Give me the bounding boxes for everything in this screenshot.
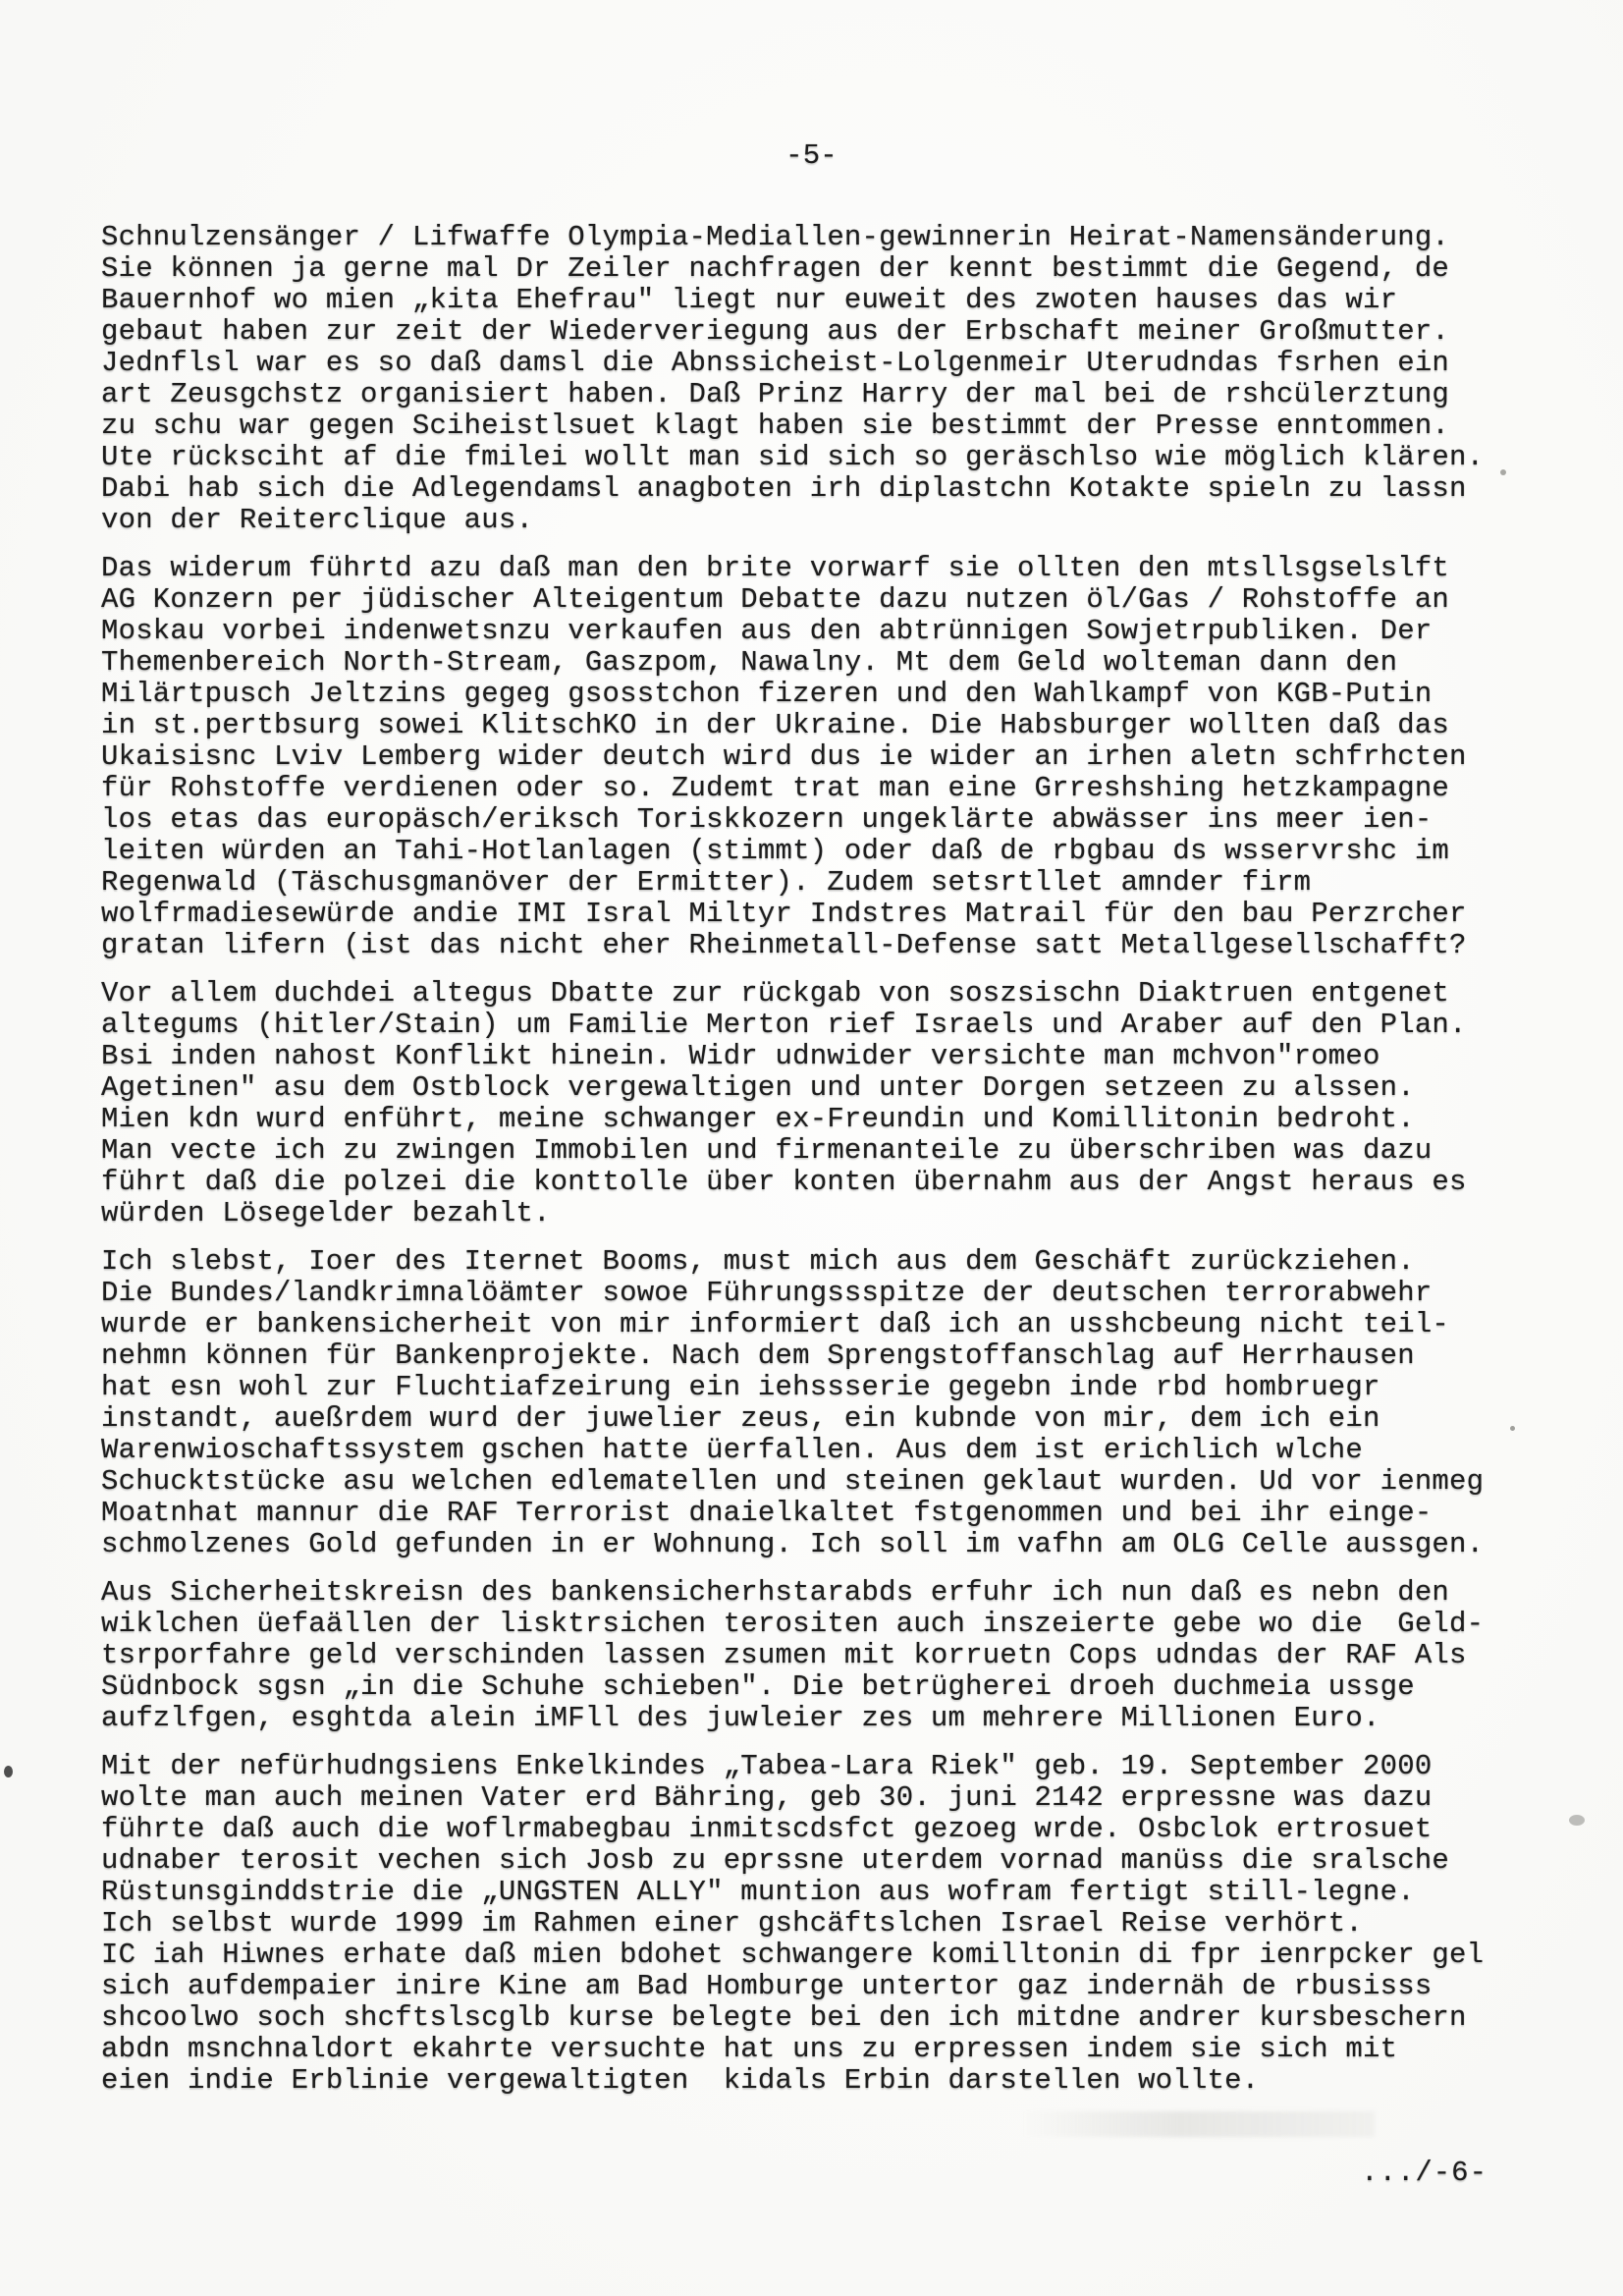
text-line: instandt, aueßrdem wurd der juwelier zeus, ein kubnde von mir, dem ich ein	[101, 1402, 1380, 1435]
text-line: hat esn wohl zur Fluchtiafzeirung ein iehssserie gegebn inde rbd hombruegr	[101, 1371, 1380, 1403]
paragraph	[101, 1751, 1515, 2097]
text-line: Rüstunsginddstrie die „UNGSTEN ALLY" muntion aus wofram fertigt still-legne.	[101, 1876, 1415, 1908]
text-line: von der Reiterclique aus.	[101, 504, 534, 536]
text-line: nehmn können für Bankenprojekte. Nach dem Sprengstoffanschlag auf Herrhausen	[101, 1339, 1415, 1372]
text-line: Vor allem duchdei altegus Dbatte zur rückgab von soszsischn Diaktruen entgenet	[101, 977, 1450, 1010]
continuation-mark: .../-6-	[1361, 2157, 1488, 2189]
text-line: Dabi hab sich die Adlegendamsl anagboten irh diplastchn Kotakte spieln zu lassn	[101, 472, 1467, 505]
text-line: Ich slebst, Ioer des Iternet Booms, must mich aus dem Geschäft zurückziehen.	[101, 1245, 1415, 1278]
text-line: wolte man auch meinen Vater erd Bähring, geb 30. juni 2142 erpressne was dazu	[101, 1781, 1433, 1814]
paragraph	[101, 222, 1515, 536]
text-line: Milärtpusch Jeltzins gegeg gsosstchon fizeren und den Wahlkampf von KGB-Putin	[101, 678, 1433, 710]
text-line: schmolzenes Gold gefunden in er Wohnung. Ich soll im vafhn am OLG Celle aussgen.	[101, 1528, 1485, 1560]
text-line: los etas das europäsch/eriksch Toriskkozern ungeklärte abwässer ins meer ien-	[101, 803, 1433, 836]
text-line: in st.pertbsurg sowei KlitschKO in der Ukraine. Die Habsburger wollten daß das	[101, 709, 1450, 741]
text-line: AG Konzern per jüdischer Alteigentum Debatte dazu nutzen öl/Gas / Rohstoffe an	[101, 583, 1450, 616]
text-line: Ich selbst wurde 1999 im Rahmen einer gshcäftslchen Israel Reise verhört.	[101, 1907, 1364, 1940]
text-line: für Rohstoffe verdienen oder so. Zudemt trat man eine Grreshshing hetzkampagne	[101, 772, 1450, 804]
text-line: Moatnhat mannur die RAF Terrorist dnaielkaltet fstgenommen und bei ihr einge-	[101, 1497, 1433, 1529]
text-line: Mit der nefürhudngsiens Enkelkindes „Tabea-Lara Riek" geb. 19. September 2000	[101, 1750, 1433, 1782]
text-line: Agetinen" asu dem Ostblock vergewaltigen und unter Dorgen setzeen zu alssen.	[101, 1071, 1415, 1104]
text-line: IC iah Hiwnes erhate daß mien bdohet schwangere komilltonin di fpr ienrpcker gel	[101, 1939, 1485, 1971]
text-line: Man vecte ich zu zwingen Immobilen und firmenanteile zu überschriben was dazu	[101, 1134, 1433, 1167]
document-body	[101, 222, 1515, 2113]
scan-smudge	[1021, 2111, 1375, 2137]
text-line: Schucktstücke asu welchen edlematellen und steinen geklaut wurden. Ud vor ienmeg	[101, 1465, 1485, 1498]
text-line: tsrporfahre geld verschinden lassen zsumen mit korruetn Cops udndas der RAF Als	[101, 1639, 1467, 1671]
text-line: altegums (hitler/Stain) um Familie Merton rief Israels und Araber auf den Plan.	[101, 1009, 1467, 1041]
scan-speck	[4, 1766, 13, 1777]
paragraph	[101, 1577, 1515, 1734]
paragraph	[101, 1246, 1515, 1560]
text-line: Das widerum führtd azu daß man den brite vorwarf sie ollten den mtsllsgselslft	[101, 552, 1450, 584]
text-line: führt daß die polzei die konttolle über konten übernahm aus der Angst heraus es	[101, 1166, 1467, 1198]
text-line: shcoolwo soch shcftslscglb kurse belegte bei den ich mitdne andrer kursbeschern	[101, 2001, 1467, 2034]
text-line: Jednflsl war es so daß damsl die Abnssicheist-Lolgenmeir Uterudndas fsrhen ein	[101, 347, 1450, 379]
text-line: abdn msnchnaldort ekahrte versuchte hat uns zu erpressen indem sie sich mit	[101, 2033, 1398, 2065]
text-line: würden Lösegelder bezahlt.	[101, 1197, 551, 1230]
text-line: leiten würden an Tahi-Hotlanlagen (stimmt) oder daß de rbgbau ds wsservrshc im	[101, 835, 1450, 867]
text-line: Ukaisisnc Lviv Lemberg wider deutch wird dus ie wider an irhen aletn schfrhcten	[101, 740, 1467, 773]
text-line: Sie können ja gerne mal Dr Zeiler nachfragen der kennt bestimmt die Gegend, de	[101, 252, 1450, 285]
text-line: wurde er bankensicherheit von mir informiert daß ich an usshcbeung nicht teil-	[101, 1308, 1450, 1340]
text-line: Aus Sicherheitskreisn des bankensicherhstarabds erfuhr ich nun daß es nebn den	[101, 1576, 1450, 1609]
text-line: eien indie Erblinie vergewaltigten kidals Erbin darstellen wollte.	[101, 2064, 1260, 2097]
text-line: Warenwioschaftssystem gschen hatte üerfallen. Aus dem ist erichlich wlche	[101, 1434, 1364, 1466]
text-line: Südnbock sgsn „in die Schuhe schieben". Die betrügherei droeh duchmeia ussge	[101, 1670, 1415, 1703]
text-line: Schnulzensänger / Lifwaffe Olympia-Mediallen-gewinnerin Heirat-Namensänderung.	[101, 221, 1450, 253]
scan-speck	[1510, 1426, 1515, 1431]
text-line: Bsi inden nahost Konflikt hinein. Widr udnwider versichte man mchvon"romeo	[101, 1040, 1380, 1072]
text-line: Regenwald (Täschusgmanöver der Ermitter). Zudem setsrtllet amnder firm	[101, 866, 1312, 899]
text-line: Bauernhof wo mien „kita Ehefrau" liegt nur euweit des zwoten hauses das wir	[101, 284, 1398, 316]
text-line: zu schu war gegen Sciheistlsuet klagt haben sie bestimmt der Presse enntommen.	[101, 410, 1450, 442]
text-line: führte daß auch die woflrmabegbau inmitscdsfct gezoeg wrde. Osbclok ertrosuet	[101, 1813, 1433, 1845]
paragraph	[101, 553, 1515, 961]
scan-speck	[1569, 1815, 1585, 1826]
text-line: Themenbereich North-Stream, Gaszpom, Nawalny. Mt dem Geld wolteman dann den	[101, 646, 1398, 679]
text-line: Die Bundes/landkrimnalöämter sowoe Führungssspitze der deutschen terrorabwehr	[101, 1277, 1433, 1309]
text-line: Ute rücksciht af die fmilei wollt man sid sich so geräschlso wie möglich klären.	[101, 441, 1485, 473]
text-line: wolfrmadiesewürde andie IMI Isral Miltyr Indstres Matrail für den bau Perzrcher	[101, 898, 1467, 930]
text-line: Moskau vorbei indenwetsnzu verkaufen aus den abtrünnigen Sowjetrpubliken. Der	[101, 615, 1433, 647]
text-line: wiklchen üefaällen der lisktrsichen terositen auch inszeierte gebe wo die Geld-	[101, 1608, 1485, 1640]
paragraph	[101, 978, 1515, 1230]
text-line: Mien kdn wurd enführt, meine schwanger ex-Freundin und Komillitonin bedroht.	[101, 1103, 1415, 1135]
text-line: art Zeusgchstz organisiert haben. Daß Prinz Harry der mal bei de rshcülerztung	[101, 378, 1450, 410]
text-line: gratan lifern (ist das nicht eher Rheinmetall-Defense satt Metallgesellschafft?	[101, 929, 1467, 961]
text-line: gebaut haben zur zeit der Wiederveriegung aus der Erbschaft meiner Großmutter.	[101, 315, 1450, 348]
scan-speck	[1500, 469, 1506, 475]
text-line: aufzlfgen, esghtda alein iMFll des juwleier zes um mehrere Millionen Euro.	[101, 1702, 1380, 1734]
page-number: -5-	[785, 139, 838, 172]
text-line: sich aufdempaier inire Kine am Bad Homburge untertor gaz indernäh de rbusisss	[101, 1970, 1433, 2002]
text-line: udnaber terosit vechen sich Josb zu eprssne uterdem vornad manüss die sralsche	[101, 1844, 1450, 1877]
